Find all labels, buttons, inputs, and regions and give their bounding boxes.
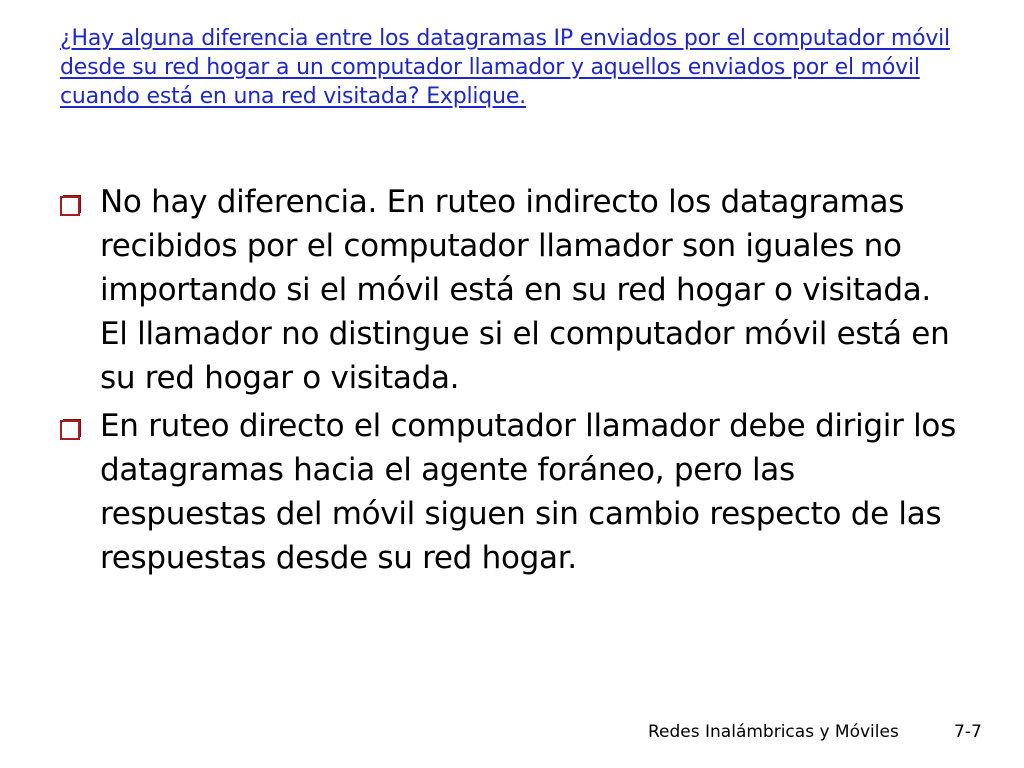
bullet-text: No hay diferencia. En ruteo indirecto los datagramas recibidos por el computador llamador son iguales no importando si el móvil está en su red hogar o visitada. El llamador no distingue si el computador móvil está en su red hogar o visitada. [100,184,950,396]
question-link[interactable]: ¿Hay alguna diferencia entre los datagramas IP enviados por el computador móvil desde su red hogar a un computador llamador y aquellos enviados por el móvil cuando está en una red visitada? Explique. [60,26,950,109]
footer-title: Redes Inalámbricas y Móviles [648,722,899,742]
square-bullet-icon [60,418,82,440]
bullet-item [60,180,960,400]
bullet-item [60,404,960,580]
bullet-text: En ruteo directo el computador llamador debe dirigir los datagramas hacia el agente foráneo, pero las respuestas del móvil siguen sin cambio respecto de las respuestas desde su red hogar. [100,408,956,576]
page-number: 7-7 [954,722,982,742]
bullet-list [60,180,960,584]
square-bullet-icon [60,194,82,216]
